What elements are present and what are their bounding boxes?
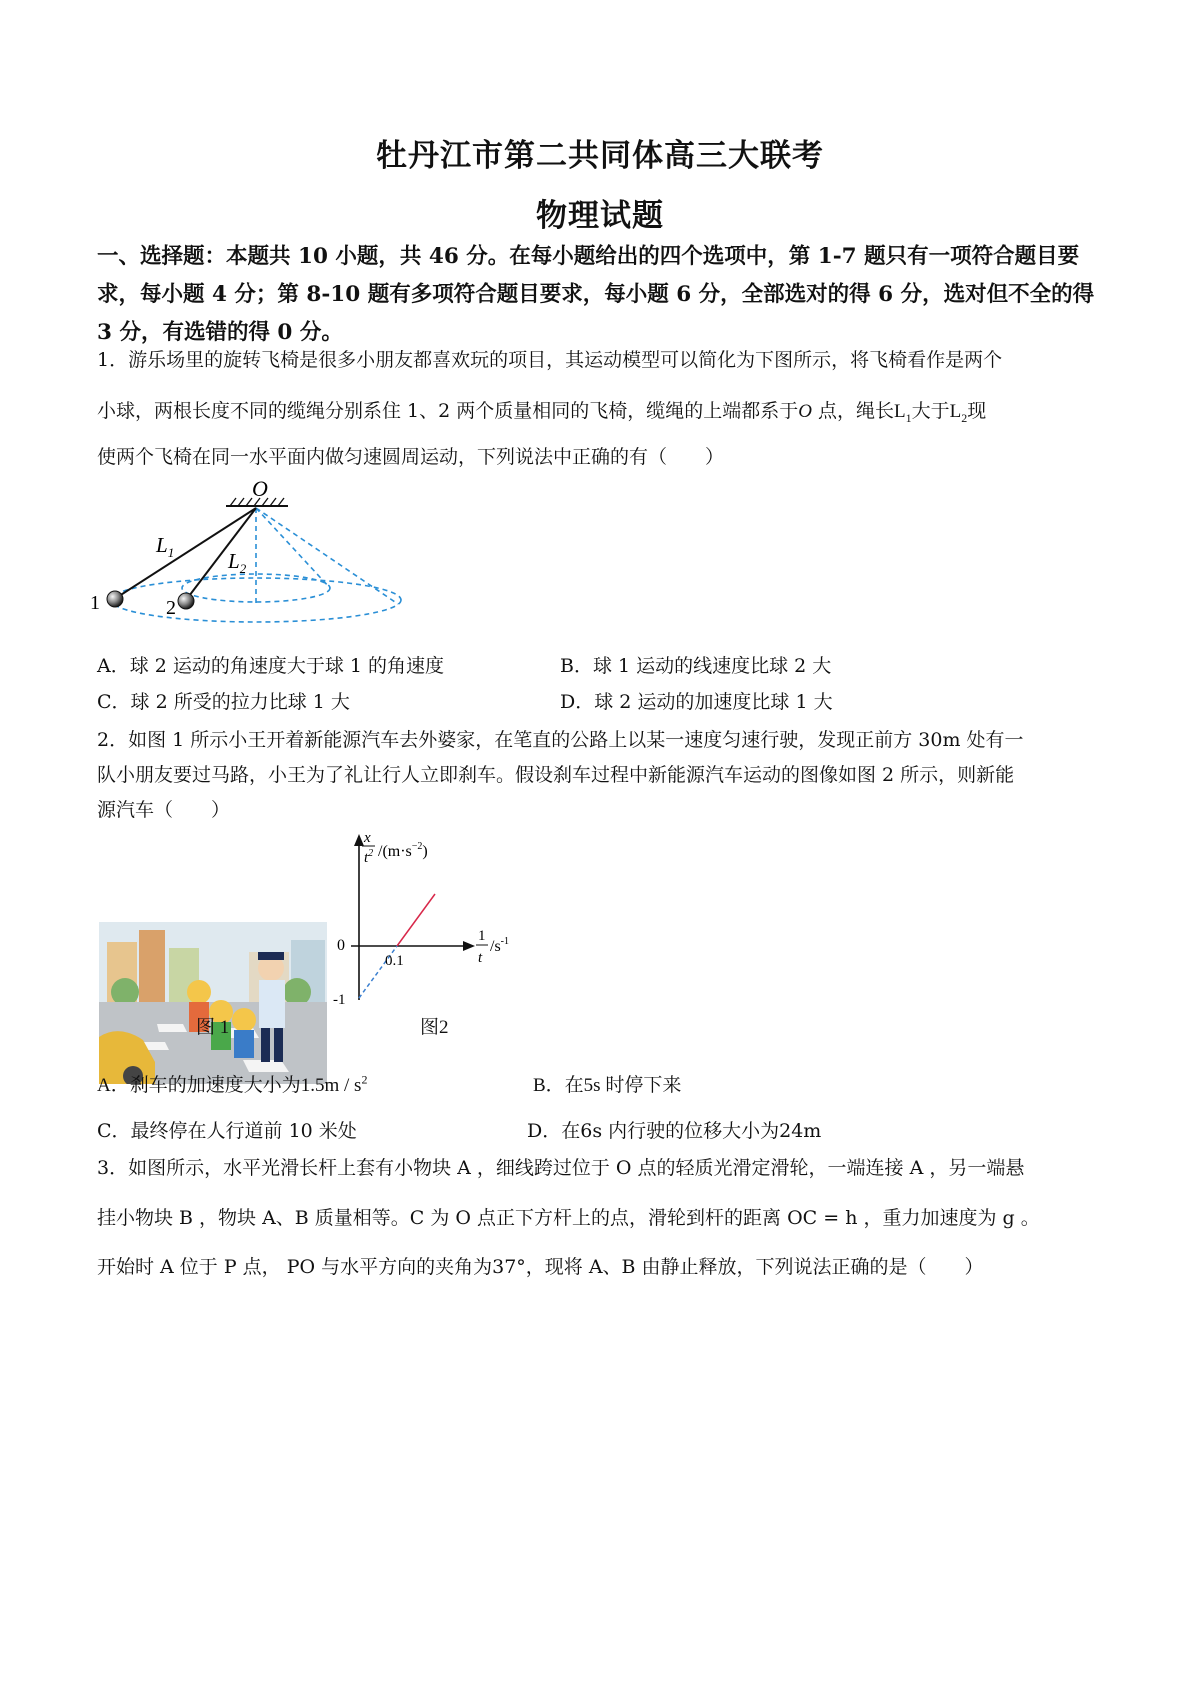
svg-text:1: 1 (478, 928, 486, 944)
label-ball-1: 1 (90, 592, 100, 614)
q2-option-a: A．刹车的加速度大小为$1.5m / s^2$ (97, 1072, 368, 1096)
q1-option-a: A．球 2 运动的角速度大于球 1 的角速度 (97, 655, 445, 677)
section-heading: 一、选择题：本题共 10 小题，共 46 分。在每小题给出的四个选项中，第 1-7 题只有一项符合题目要求，每小题 4 分；第 8-10 题有多项符合题目要求，每小题 6 分，全部选对的得 6 分，选对但不全的得 3 分，有选错的得 0 分。 (97, 244, 1095, 345)
x-tick-label: 0.1 (385, 953, 404, 969)
q1-line-3: 使两个飞椅在同一水平面内做匀速圆周运动，下列说法中正确的有（ ） (97, 446, 725, 468)
svg-text:/(m·s−2): $/(m\cdot s^{-2})$ (378, 841, 428, 860)
q2-figure-1-illustration (99, 922, 327, 1084)
q2-figure-1-caption: 图 1 (196, 1017, 230, 1038)
ball-1 (107, 591, 123, 607)
x-axis-label (476, 928, 509, 966)
q1-line-2c: 大于 (911, 400, 950, 422)
q2-line-1: 2．如图 1 所示小王开着新能源汽车去外婆家，在笔直的公路上以某一速度匀速行驶，发现正前方 30m 处有一 (97, 729, 1024, 751)
svg-text:t2: $t^2$ (364, 848, 374, 866)
q1-line-2a: 小球，两根长度不同的缆绳分别系住 1、2 两个质量相同的飞椅，缆绳的上端都系于 (97, 400, 799, 422)
page-title: 牡丹江市第二共同体高三大联考 (376, 138, 824, 174)
label-ball-2: 2 (166, 597, 176, 619)
q1-line-2b: 点，绳长 (812, 400, 895, 422)
x-axis-arrow (463, 941, 475, 951)
graph-solid-line (397, 894, 435, 946)
dashed-cone (111, 508, 401, 622)
svg-text:/s-1: $/s^{-1}$ (490, 936, 510, 955)
svg-text:t: t (478, 950, 483, 966)
q1-line-1: 1．游乐场里的旋转飞椅是很多小朋友都喜欢玩的项目，其运动模型可以简化为下图所示，将飞椅看作是两个 (97, 349, 1003, 371)
ball-2 (178, 593, 194, 609)
q1-line-2 (97, 396, 986, 426)
q3-line-2: 挂小物块 B ，物块 A、B 质量相等。C 为 O 点正下方杆上的点，滑轮到杆的距离 OC = h ，重力加速度为 g 。 (97, 1207, 1040, 1229)
q1-figure (88, 476, 418, 646)
q2-option-b: B．在5s 时停下来 (533, 1075, 682, 1096)
label-l2: $L_2$ (228, 549, 247, 576)
label-l1: $L_1$ (156, 533, 175, 560)
string-l2 (186, 508, 256, 600)
y-tick-label: -1 (333, 992, 346, 1008)
y-axis-arrow (354, 834, 364, 846)
q3-line-1: 3．如图所示，水平光滑长杆上套有小物块 A ，细线跨过位于 O 点的轻质光滑定滑轮，一端连接 A ，另一端悬 (97, 1157, 1025, 1179)
q1-option-c: C．球 2 所受的拉力比球 1 大 (97, 691, 350, 713)
q2-line-3: 源汽车（ ） (97, 799, 231, 821)
origin-label: 0 (337, 937, 345, 954)
q1-option-b: B．球 1 运动的线速度比球 2 大 (560, 655, 832, 677)
q1-l1: $L_1$ (894, 401, 912, 425)
label-o: O (252, 476, 268, 501)
svg-text:x: x (364, 830, 371, 846)
q1-line-2d: 现 (967, 400, 987, 422)
q2-figure-2-caption: 图2 (420, 1017, 449, 1038)
q1-l2: $L_2$ (949, 401, 968, 425)
q2-option-c: C．最终停在人行道前 10 米处 (97, 1120, 357, 1142)
q2-figure-2-graph (327, 828, 537, 1013)
q3-line-3: 开始时 A 位于 P 点， PO 与水平方向的夹角为37°，现将 A、B 由静止释放，下列说法正确的是（ ） (97, 1256, 984, 1278)
page-subtitle: 物理试题 (536, 198, 664, 234)
y-axis-label (362, 830, 428, 866)
q1-point-o: O (798, 401, 812, 422)
q1-option-d: D．球 2 运动的加速度比球 1 大 (560, 691, 833, 713)
q2-option-d: D．在6s 内行驶的位移大小为24m (527, 1120, 822, 1142)
q2-line-2: 队小朋友要过马路，小王为了礼让行人立即刹车。假设刹车过程中新能源汽车运动的图像如图 2 所示，则新能 (97, 764, 1015, 786)
